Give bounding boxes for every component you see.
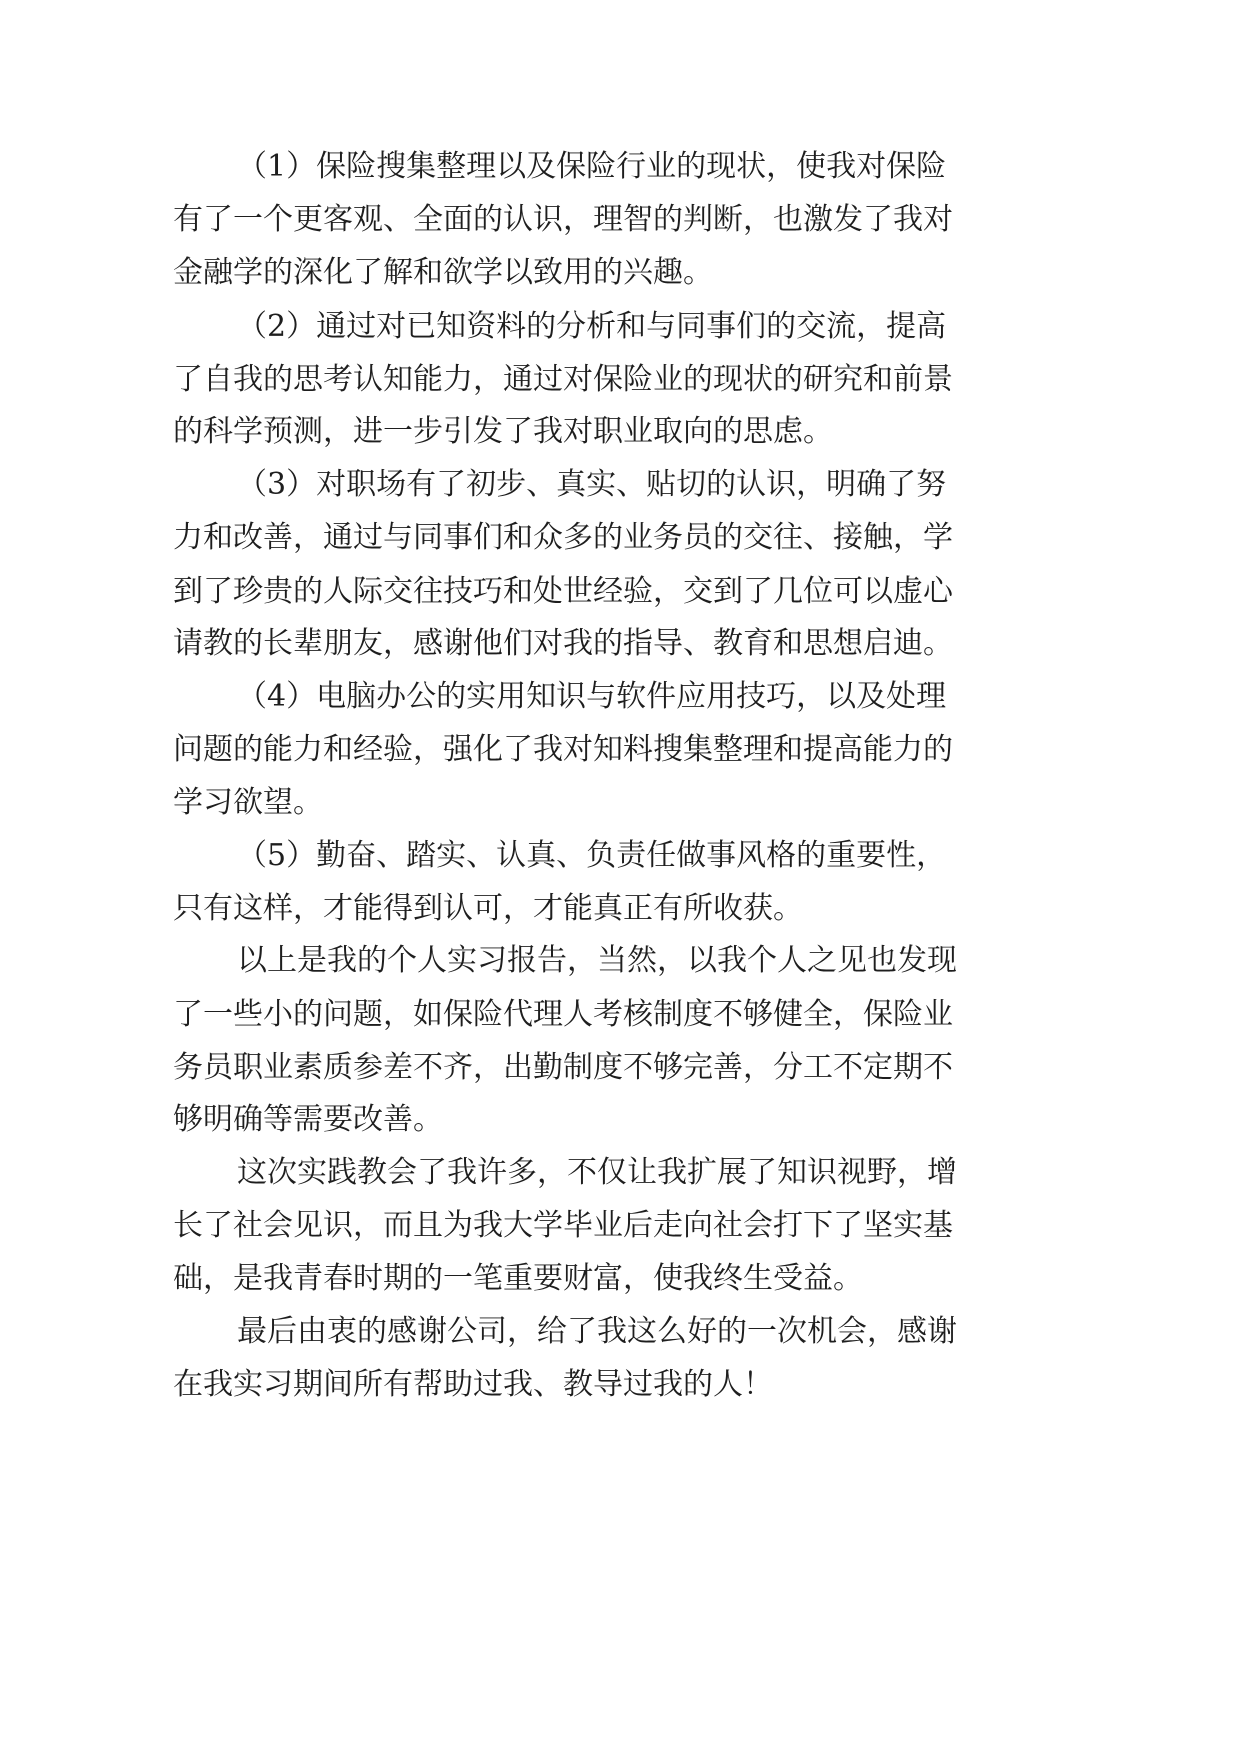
text-line: 请教的长辈朋友，感谢他们对我的指导、教育和思想启迪。: [173, 626, 953, 661]
text-line: 问题的能力和经验，强化了我对知料搜集整理和提高能力的: [173, 732, 953, 767]
text-line: 了一些小的问题，如保险代理人考核制度不够健全，保险业: [173, 997, 953, 1032]
text-line: 只有这样，才能得到认可，才能真正有所收获。: [173, 891, 803, 926]
text-line: 础，是我青春时期的一笔重要财富，使我终生受益。: [173, 1261, 863, 1296]
text-line: 的科学预测，进一步引发了我对职业取向的思虑。: [173, 414, 833, 449]
text-line: 到了珍贵的人际交往技巧和处世经验，交到了几位可以虚心: [173, 574, 953, 609]
text-line: 学习欲望。: [173, 785, 323, 820]
text-line: 有了一个更客观、全面的认识，理智的判断，也激发了我对: [173, 202, 953, 237]
text-line: 长了社会见识，而且为我大学毕业后走向社会打下了坚实基: [173, 1208, 953, 1243]
text-line: 这次实践教会了我许多，不仅让我扩展了知识视野，增: [237, 1155, 957, 1190]
text-line: （2）通过对已知资料的分析和与同事们的交流，提高: [237, 309, 947, 344]
text-line: 够明确等需要改善。: [173, 1102, 443, 1137]
text-line: 最后由衷的感谢公司，给了我这么好的一次机会，感谢: [237, 1314, 957, 1349]
text-line: （1）保险搜集整理以及保险行业的现状，使我对保险: [237, 149, 947, 184]
text-line: 金融学的深化了解和欲学以致用的兴趣。: [173, 255, 713, 290]
text-line: （3）对职场有了初步、真实、贴切的认识，明确了努: [237, 467, 947, 502]
text-line: 务员职业素质参差不齐，出勤制度不够完善，分工不定期不: [173, 1050, 953, 1085]
text-line: 了自我的思考认知能力，通过对保险业的现状的研究和前景: [173, 362, 953, 397]
text-line: 以上是我的个人实习报告，当然，以我个人之见也发现: [237, 943, 957, 978]
text-line: （5）勤奋、踏实、认真、负责任做事风格的重要性，: [237, 838, 947, 873]
text-line: 力和改善，通过与同事们和众多的业务员的交往、接触，学: [173, 520, 953, 555]
text-line: 在我实习期间所有帮助过我、教导过我的人！: [173, 1367, 773, 1402]
text-line: （4）电脑办公的实用知识与软件应用技巧，以及处理: [237, 679, 947, 714]
